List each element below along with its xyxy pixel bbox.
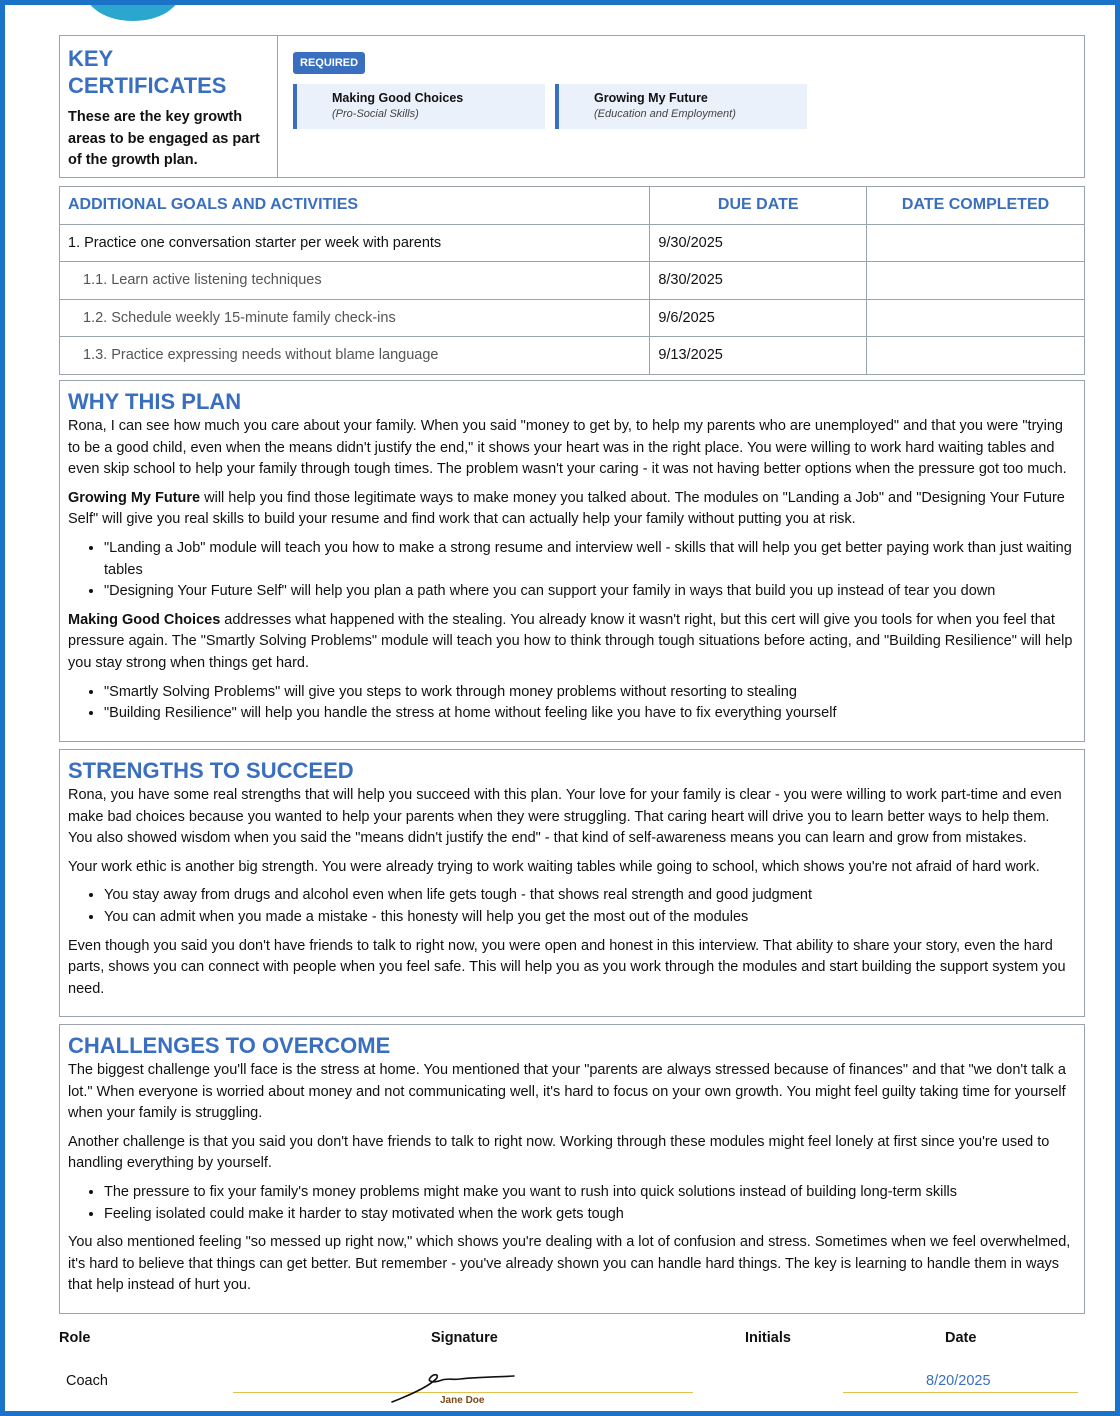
signer-role: Coach	[66, 1373, 108, 1389]
paragraph: Your work ethic is another big strength. You were already trying to work waiting tables while going to school, which shows you're not afraid of hard work.	[68, 858, 1040, 875]
section-title: WHY THIS PLAN	[68, 389, 242, 414]
paragraph	[68, 488, 1076, 531]
due-date-cell: 9/13/2025	[650, 337, 867, 375]
list-item: • "Smartly Solving Problems" will give you steps to work through money problems without resorting to stealing	[104, 682, 1076, 704]
certificate-card[interactable]	[555, 84, 807, 129]
paragraph: Rona, I can see how much you care about your family. When you said "money to get by, to help my parents who are unemployed" and that you were "trying to be a good child, even when the means didn't justify the end," it shows your heart was in the right place. You were willing to work hard waiting tables and even skip school to help your family through tough times. The problem wasn't your caring - it was not having better options when the pressure got too much.	[68, 418, 1067, 478]
key-certificates-panel	[59, 35, 1085, 178]
initials-header: Initials	[745, 1330, 791, 1346]
required-badge: REQUIRED	[293, 52, 365, 74]
list-item: • You can admit when you made a mistake - this honesty will help you get the most out of the modules	[104, 907, 1076, 929]
date-completed-cell[interactable]	[867, 337, 1085, 375]
certificate-subtitle: (Pro-Social Skills)	[332, 108, 419, 120]
signature-date: 8/20/2025	[926, 1373, 991, 1389]
due-date-cell: 9/30/2025	[650, 224, 867, 262]
table-row	[60, 224, 1085, 262]
section-title: CHALLENGES TO OVERCOME	[68, 1033, 391, 1058]
goals-column-header: ADDITIONAL GOALS AND ACTIVITIES	[60, 187, 650, 225]
sub-goal-text: 1.1. Learn active listening techniques	[60, 262, 650, 300]
goals-table	[59, 186, 1085, 375]
date-completed-column-header: DATE COMPLETED	[867, 187, 1085, 225]
key-certificates-title-line2: CERTIFICATES	[68, 73, 227, 98]
table-row	[60, 299, 1085, 337]
bullet-list	[68, 1182, 1076, 1225]
sub-goal-text: 1.3. Practice expressing needs without blame language	[60, 337, 650, 375]
goal-text: 1. Practice one conversation starter per week with parents	[60, 224, 650, 262]
bullet-list	[68, 682, 1076, 725]
paragraph	[68, 610, 1076, 675]
key-certificates-title-line1: KEY	[68, 46, 114, 71]
strengths-section	[59, 749, 1085, 1017]
signer-name: Jane Doe	[440, 1395, 485, 1406]
key-certificates-header	[60, 36, 278, 177]
list-item: • Feeling isolated could make it harder to stay motivated when the work gets tough	[104, 1204, 1076, 1226]
table-row	[60, 262, 1085, 300]
sub-goal-text: 1.2. Schedule weekly 15-minute family check-ins	[60, 299, 650, 337]
list-item: • "Building Resilience" will help you handle the stress at home without feeling like you have to fix everything yourself	[104, 703, 1076, 725]
paragraph-text: addresses what happened with the stealing. You already know it wasn't right, but this cert will give you tools for when you feel that pressure again. The "Smartly Solving Problems" module will teach you how to think through tough situations before acting, and "Building Resilience" will help you stay strong when things get hard.	[68, 611, 1073, 671]
role-header: Role	[59, 1330, 91, 1346]
challenges-section	[59, 1024, 1085, 1314]
table-row	[60, 337, 1085, 375]
due-date-column-header: DUE DATE	[650, 187, 867, 225]
date-header: Date	[945, 1330, 977, 1346]
bullet-list	[68, 885, 1076, 928]
due-date-cell: 8/30/2025	[650, 262, 867, 300]
certificate-name: Making Good Choices	[332, 91, 464, 105]
why-this-plan-section	[59, 380, 1085, 742]
paragraph: You also mentioned feeling "so messed up right now," which shows you're dealing with a lot of confusion and stress. Sometimes when we feel overwhelmed, it's hard to believe that things can get better. But remember - you've already shown you can handle hard things. The key is learning to handle them in ways that help instead of hurt you.	[68, 1234, 1071, 1294]
date-completed-cell[interactable]	[867, 224, 1085, 262]
list-item: • "Designing Your Future Self" will help you plan a path where you can support your family in ways that build you up instead of tear you down	[104, 581, 1076, 603]
due-date-cell: 9/6/2025	[650, 299, 867, 337]
paragraph: Another challenge is that you said you don't have friends to talk to right now. Working through these modules might feel lonely at first since you're used to handling everything by yourself.	[68, 1133, 1050, 1172]
section-title: STRENGTHS TO SUCCEED	[68, 758, 354, 783]
paragraph: Even though you said you don't have friends to talk to right now, you were open and honest in this interview. That ability to share your story, even the hard parts, shows you can connect with people when you feel safe. This will help you as you work through the modules and start building the support system you need.	[68, 937, 1066, 997]
certificate-name: Growing My Future	[594, 91, 708, 105]
certificate-subtitle: (Education and Employment)	[594, 108, 736, 120]
certificate-card[interactable]	[293, 84, 545, 129]
cert-reference: Making Good Choices	[68, 611, 221, 628]
paragraph: Rona, you have some real strengths that will help you succeed with this plan. Your love for your family is clear - you were willing to work part-time and even make bad choices because you wanted to help your parents when they were struggling. That caring heart will drive you to learn better ways to help them. You also showed wisdom when you said the "means didn't justify the end" - that kind of self-awareness means you can learn and grow from mistakes.	[68, 787, 1062, 847]
key-certificates-description: These are the key growth areas to be engaged as part of the growth plan.	[68, 109, 260, 168]
corner-decoration	[85, 0, 181, 21]
list-item: • "Landing a Job" module will teach you how to make a strong resume and interview well - skills that will help you get better paying work than just waiting tables	[104, 538, 1076, 581]
list-item: • You stay away from drugs and alcohol even when life gets tough - that shows real strength and good judgment	[104, 885, 1076, 907]
certificates-area	[278, 36, 1084, 177]
date-line[interactable]	[843, 1392, 1078, 1393]
cert-reference: Growing My Future	[68, 489, 201, 506]
list-item: • The pressure to fix your family's money problems might make you want to rush into quick solutions instead of building long-term skills	[104, 1182, 1076, 1204]
table-header-row	[60, 187, 1085, 225]
bullet-list	[68, 538, 1076, 603]
paragraph: The biggest challenge you'll face is the stress at home. You mentioned that your "parents are always stressed because of finances" and that "we don't talk a lot." When everyone is worried about money and not communicating well, it's hard to focus on your own growth. You might feel guilty taking time for yourself when your family is struggling.	[68, 1062, 1066, 1122]
date-completed-cell[interactable]	[867, 299, 1085, 337]
paragraph-text: will help you find those legitimate ways to make money you talked about. The modules on "Landing a Job" and "Designing Your Future Self" will give you real skills to build your resume and find work that can actually help your family without putting you at risk.	[68, 489, 1065, 528]
signature-header: Signature	[431, 1330, 498, 1346]
date-completed-cell[interactable]	[867, 262, 1085, 300]
